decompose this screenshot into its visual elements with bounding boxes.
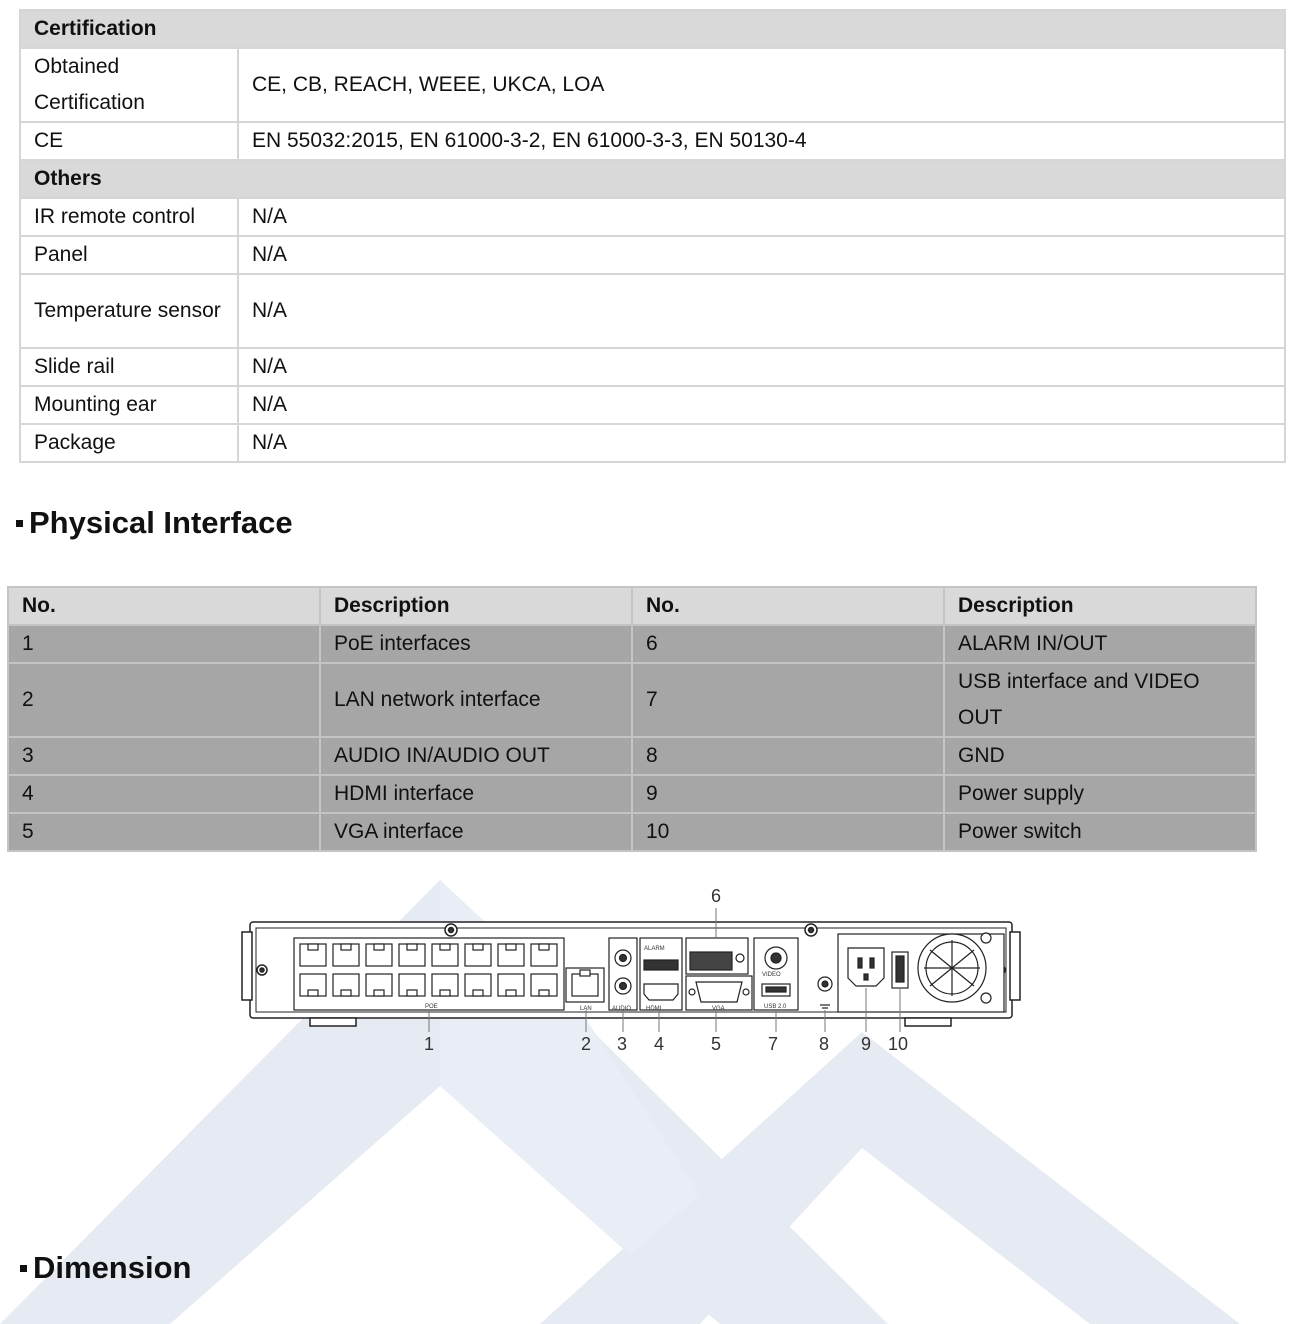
vga-port-label: VGA [712,1006,725,1012]
cell-description: Power switch [944,813,1256,851]
row-label: Package [20,424,238,462]
callout-5: 5 [711,1034,722,1054]
row-label: Mounting ear [20,386,238,424]
cell-no: 10 [632,813,944,851]
poe-port-latch [506,944,516,950]
cell-no: 7 [632,663,944,737]
dimension-title: Dimension [33,1250,192,1285]
cell-description: LAN network interface [320,663,632,737]
callout-9: 9 [861,1034,872,1054]
table-row [8,737,1256,775]
row-value: N/A [238,348,1285,386]
alarm-terminal [686,938,748,974]
row-value: N/A [238,236,1285,274]
callout-1: 1 [424,1034,435,1054]
bullet-icon [20,1265,27,1272]
cell-description: HDMI interface [320,775,632,813]
audio-port-label: AUDIO [612,1006,632,1012]
cell-no: 8 [632,737,944,775]
audio-ports [609,938,637,1010]
poe-port-latch [374,990,384,996]
table-row [8,625,1256,663]
poe-port-latch [473,990,483,996]
poe-port-label: POE [425,1004,438,1010]
row-value: N/A [238,198,1285,236]
poe-port-latch [539,944,549,950]
cell-description: AUDIO IN/AUDIO OUT [320,737,632,775]
poe-port-latch [473,944,483,950]
poe-port-latch [407,944,417,950]
interface-table [7,586,1257,852]
table-row [8,663,1256,737]
poe-port-latch [407,990,417,996]
column-header: No. [8,587,320,625]
usb-port-label: USB 2.0 [764,1004,787,1010]
poe-interfaces [294,938,564,1010]
table-row [20,386,1285,424]
cell-description: USB interface and VIDEO OUT [944,663,1256,737]
poe-port-latch [341,990,351,996]
vga-port [686,976,752,1010]
cell-description: ALARM IN/OUT [944,625,1256,663]
column-header: Description [320,587,632,625]
callout-6: 6 [711,886,722,906]
row-label: Obtained Certification [20,48,238,122]
table-row [20,48,1285,122]
table-row [20,424,1285,462]
section-header-others: Others [20,160,1285,198]
callout-7: 7 [768,1034,779,1054]
bullet-icon [16,520,23,527]
poe-port-latch [308,944,318,950]
row-label: IR remote control [20,198,238,236]
device-rear-panel-diagram [240,880,1030,1060]
cell-no: 6 [632,625,944,663]
lan-port-label: LAN [580,1006,592,1012]
spec-table [19,9,1286,463]
section-row-others [20,160,1285,198]
poe-port-latch [539,990,549,996]
column-header: No. [632,587,944,625]
row-value: CE, CB, REACH, WEEE, UKCA, LOA [238,48,1285,122]
row-value: N/A [238,274,1285,348]
table-header-row [8,587,1256,625]
cell-description: PoE interfaces [320,625,632,663]
cell-no: 5 [8,813,320,851]
row-label: CE [20,122,238,160]
poe-port-latch [308,990,318,996]
row-label: Slide rail [20,348,238,386]
row-value: N/A [238,386,1285,424]
video-port-label: VIDEO [762,972,781,978]
cell-description: VGA interface [320,813,632,851]
section-row-certification [20,10,1285,48]
poe-port-latch [440,990,450,996]
section-title-physical-interface [16,505,293,541]
cell-description: Power supply [944,775,1256,813]
cell-no: 3 [8,737,320,775]
table-row [20,274,1285,348]
power-switch [892,952,908,988]
callout-2: 2 [581,1034,592,1054]
cell-description: GND [944,737,1256,775]
poe-port-latch [341,944,351,950]
cell-no: 2 [8,663,320,737]
row-value: N/A [238,424,1285,462]
table-row [20,122,1285,160]
poe-port-latch [374,944,384,950]
cell-no: 4 [8,775,320,813]
callout-8: 8 [819,1034,830,1054]
poe-port-latch [440,944,450,950]
row-label: Temperature sensor [20,274,238,348]
alarm-port-label: ALARM [644,946,665,952]
callout-10: 10 [888,1034,909,1054]
table-row [8,775,1256,813]
lan-port [566,968,604,1002]
hdmi-port-label: HDMI [646,1006,662,1012]
row-value: EN 55032:2015, EN 61000-3-2, EN 61000-3-3, EN 50130-4 [238,122,1285,160]
section-title-dimension [20,1250,191,1286]
physical-interface-title: Physical Interface [29,505,293,540]
table-row [20,198,1285,236]
table-row [20,348,1285,386]
section-header-certification: Certification [20,10,1285,48]
cell-no: 1 [8,625,320,663]
callout-4: 4 [654,1034,665,1054]
table-row [20,236,1285,274]
column-header: Description [944,587,1256,625]
cell-no: 9 [632,775,944,813]
table-row [8,813,1256,851]
poe-port-latch [506,990,516,996]
row-label: Panel [20,236,238,274]
callout-3: 3 [617,1034,628,1054]
